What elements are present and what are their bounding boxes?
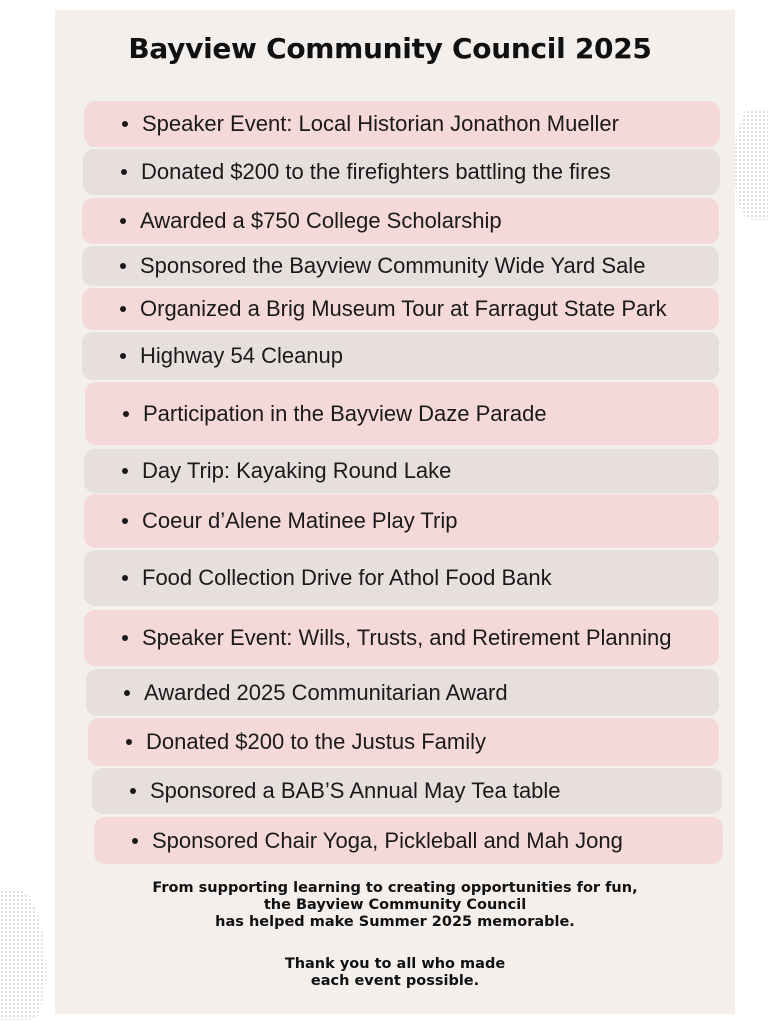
decorative-dots-top-right <box>734 110 768 220</box>
list-item-label: Donated $200 to the firefighters battling the fires <box>141 159 611 184</box>
bullet-icon <box>126 739 132 745</box>
list-item-label: Highway 54 Cleanup <box>140 343 344 368</box>
page-title: Bayview Community Council 2025 <box>128 32 652 65</box>
closing-line: has helped make Summer 2025 memorable. <box>215 914 575 930</box>
list-item-label: Speaker Event: Wills, Trusts, and Retirement Planning <box>142 625 672 650</box>
bullet-icon <box>122 518 128 524</box>
list-item-label: Awarded 2025 Communitarian Award <box>144 679 508 705</box>
list-item-label: Speaker Event: Local Historian Jonathon Mueller <box>142 111 619 136</box>
bullet-icon <box>120 306 126 312</box>
list-item <box>88 718 719 766</box>
bullet-icon <box>122 468 128 474</box>
bullet-icon <box>130 788 136 794</box>
closing-line: From supporting learning to creating opportunities for fun, <box>152 880 638 896</box>
list-item <box>82 332 719 380</box>
list-item <box>86 669 719 716</box>
thank-you-line: Thank you to all who made <box>284 956 506 972</box>
bullet-icon <box>120 263 126 269</box>
bullet-icon <box>124 690 130 696</box>
list-item <box>84 610 719 666</box>
bullet-icon <box>123 411 129 417</box>
list-item <box>82 198 719 244</box>
list-item-label: Sponsored the Bayview Community Wide Yard Sale <box>140 253 646 278</box>
list-item-label: Awarded a $750 College Scholarship <box>140 208 502 233</box>
closing-line: the Bayview Community Council <box>263 897 527 913</box>
list-item-label: Day Trip: Kayaking Round Lake <box>142 458 452 483</box>
list-item <box>92 768 722 814</box>
list-item <box>82 246 719 286</box>
list-item <box>84 101 720 147</box>
bullet-icon <box>120 218 126 224</box>
list-item-label: Sponsored a BAB’S Annual May Tea table <box>150 778 561 803</box>
list-item <box>94 817 723 864</box>
bullet-icon <box>132 838 138 844</box>
list-item <box>82 288 719 330</box>
list-item <box>84 494 719 548</box>
list-item-label: Participation in the Bayview Daze Parade <box>143 400 547 426</box>
bullet-icon <box>122 575 128 581</box>
bullet-icon <box>122 121 128 127</box>
list-item <box>84 550 719 606</box>
list-item <box>85 382 719 445</box>
thank-you-message <box>55 956 735 990</box>
list-item-label: Coeur d’Alene Matinee Play Trip <box>142 508 458 533</box>
list-item <box>83 149 720 195</box>
bullet-icon <box>121 169 127 175</box>
thank-you-line: each event possible. <box>310 973 480 989</box>
bullet-icon <box>120 353 126 359</box>
list-item <box>84 449 719 493</box>
bullet-icon <box>122 635 128 641</box>
decorative-dots-bottom-left <box>0 890 46 1020</box>
list-item-label: Donated $200 to the Justus Family <box>146 729 486 754</box>
list-item-label: Organized a Brig Museum Tour at Farragut State Park <box>140 296 667 321</box>
closing-message <box>55 880 735 931</box>
list-item-label: Sponsored Chair Yoga, Pickleball and Mah Jong <box>152 827 623 853</box>
list-item-label: Food Collection Drive for Athol Food Bank <box>142 565 552 590</box>
